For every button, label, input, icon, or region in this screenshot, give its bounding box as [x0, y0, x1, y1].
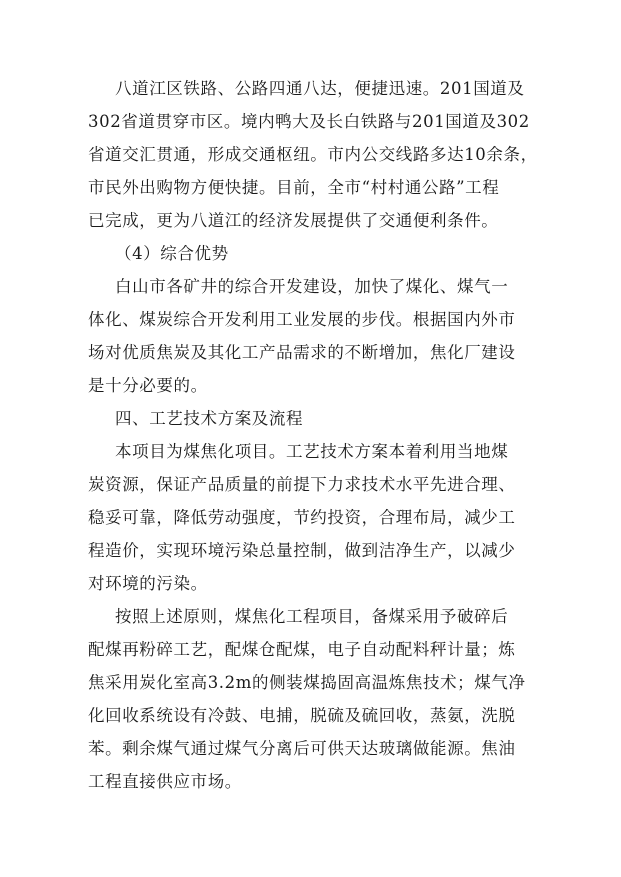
project-line-2: 炭资源，保证产品质量的前提下力求技术水平先进合理、	[88, 475, 516, 494]
transport-line-3: 省道交汇贯通，形成交通枢纽。市内公交线路多达10余条，	[88, 145, 538, 164]
transport-line-5: 已完成，更为八道江的经济发展提供了交通便利条件。	[88, 211, 499, 230]
process-line-3: 焦采用炭化室高3.2m的侧装煤捣固高温炼焦技术；煤气净	[88, 673, 526, 692]
project-line-5: 对环境的污染。	[88, 574, 208, 593]
process-line-6: 工程直接供应市场。	[88, 772, 242, 791]
transport-line-2: 302省道贯穿市区。境内鸭大及长白铁路与201国道及302	[88, 112, 530, 131]
project-line-1: 本项目为煤焦化项目。工艺技术方案本着利用当地煤	[115, 442, 509, 461]
combined-advantage-heading: （4）综合优势	[115, 244, 229, 263]
transport-line-4: 市民外出购物方便快捷。目前，全市“村村通公路”工程	[88, 178, 500, 197]
advantage-line-2: 体化、煤炭综合开发利用工业发展的步伐。根据国内外市	[88, 310, 516, 329]
project-line-3: 稳妥可靠，降低劳动强度，节约投资，合理布局，减少工	[88, 508, 516, 527]
transport-line-1: 八道江区铁路、公路四通八达，便捷迅速。201国道及	[115, 79, 525, 98]
advantage-line-3: 场对优质焦炭及其化工产品需求的不断增加，焦化厂建设	[88, 343, 516, 362]
process-line-2: 配煤再粉碎工艺，配煤仓配煤，电子自动配料秤计量；炼	[88, 640, 516, 659]
process-line-4: 化回收系统设有冷鼓、电捕，脱硫及硫回收，蒸氨，洗脱	[88, 706, 516, 725]
process-line-1: 按照上述原则，煤焦化工程项目，备煤采用予破碎后	[115, 607, 509, 626]
project-line-4: 程造价，实现环境污染总量控制，做到洁净生产，以减少	[88, 541, 516, 560]
section-four-heading: 四、工艺技术方案及流程	[115, 409, 304, 428]
advantage-line-1: 白山市各矿井的综合开发建设，加快了煤化、煤气一	[115, 277, 509, 296]
advantage-line-4: 是十分必要的。	[88, 376, 208, 395]
process-line-5: 苯。剩余煤气通过煤气分离后可供天达玻璃做能源。焦油	[88, 739, 516, 758]
